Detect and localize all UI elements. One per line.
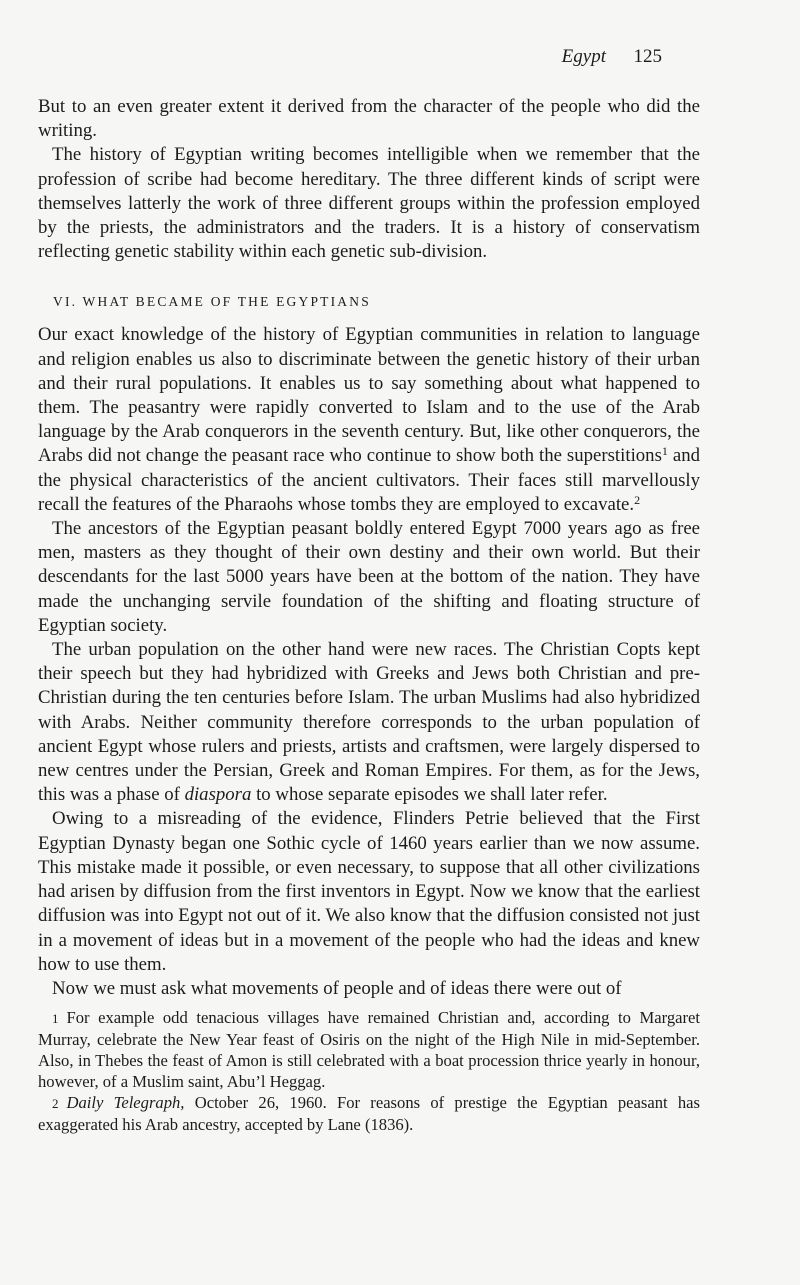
running-header [0, 46, 662, 76]
footnote [38, 1092, 700, 1135]
paragraph-text: The urban population on the other hand were new races. The Christian Copts kept their speech but they had hybridized with Greeks and Jews both Christian and pre-Christian during the ten centuries before Islam. The urban Muslims had also hybridized with Arabs. Neither community therefore corresponds to the urban population of ancient Egypt whose rulers and priests, artists and craftsmen, were largely dispersed to new centres under the Persian, Greek and Roman Empires. For them, as for the Jews, this was a phase of [38, 639, 700, 806]
paragraph-text: Our exact knowledge of the history of Egyptian communities in relation to language and religion enables us also to discriminate between the genetic history of their urban and their rural populations. It enables us to say something about what happened to them. The peasantry were rapidly converted to Islam and to the use of the Arab language by the Arab conquerors in the seventh century. But, like other conquerors, the Arabs did not change the peasant race who continue to show both the superstitions [38, 324, 700, 467]
section-heading: VI. WHAT BECAME OF THE EGYPTIANS [53, 294, 371, 310]
footnote-number: 1 [52, 1011, 59, 1027]
paragraph: Now we must ask what movements of people and of ideas there were out of [52, 977, 622, 999]
paragraph: But to an even greater extent it derived from the character of the people who did the writing. [38, 96, 700, 142]
paragraph: Owing to a misreading of the evidence, Flinders Petrie believed that the First Egyptian Dynasty began one Sothic cycle of 1460 years earlier than we now assume. This mistake made it possible, or even necessary, to suppose that all other civilizations had arisen by diffusion from the first inventors in Egypt. Now we know that the earliest diffusion was into Egypt not out of it. We also know that the diffusion consisted not just in a movement of ideas but in a movement of the people who had the ideas and knew how to use them. [38, 808, 700, 975]
paragraph-text: and the physical characteristics of the ancient cultivators. Their faces still marvellously recall the features of the Pharaohs whose tombs they are employed to excavate. [38, 445, 700, 515]
paragraph [38, 638, 700, 807]
paragraph [38, 323, 700, 517]
footnote-text: For example odd tenacious villages have remained Christian and, according to Margaret Murray, celebrate the New Year feast of Osiris on the night of the High Nile in mid-September. Also, in Thebes the feast of Amon is still celebrated with a boat procession thrice yearly in honour, however, of a Muslim saint, Abu’l Heggag. [38, 1008, 700, 1092]
italic-term: diaspora [184, 784, 252, 806]
footnote-number: 2 [52, 1096, 59, 1112]
paragraph: The history of Egyptian writing becomes intelligible when we remember that the profession of scribe had become hereditary. The three different kinds of script were themselves latterly the work of three different groups within the profession employed by the priests, the administrators and the traders. It is a history of conservatism reflecting genetic stability within each genetic sub-division. [38, 144, 700, 263]
paragraph: The ancestors of the Egyptian peasant boldly entered Egypt 7000 years ago as free men, masters as they thought of their own destiny and their own world. But their descendants for the last 5000 years have been at the bottom of the nation. They have made the unchanging servile foundation of the shifting and floating structure of Egyptian society. [38, 518, 700, 636]
body-text [38, 95, 700, 1135]
footnote-source: Daily Telegraph, [66, 1093, 185, 1113]
footnotes [38, 1007, 700, 1135]
footnote-ref: 1 [661, 444, 668, 459]
running-title: Egypt [561, 46, 606, 67]
page-number: 125 [633, 46, 662, 67]
footnote [38, 1007, 700, 1092]
footnote-ref: 2 [634, 492, 641, 507]
footnote-text: October 26, 1960. For reasons of prestige the Egyptian peasant has exaggerated his Arab ancestry, accepted by Lane (1836). [38, 1093, 700, 1135]
paragraph-text: to whose separate episodes we shall later refer. [251, 784, 608, 806]
